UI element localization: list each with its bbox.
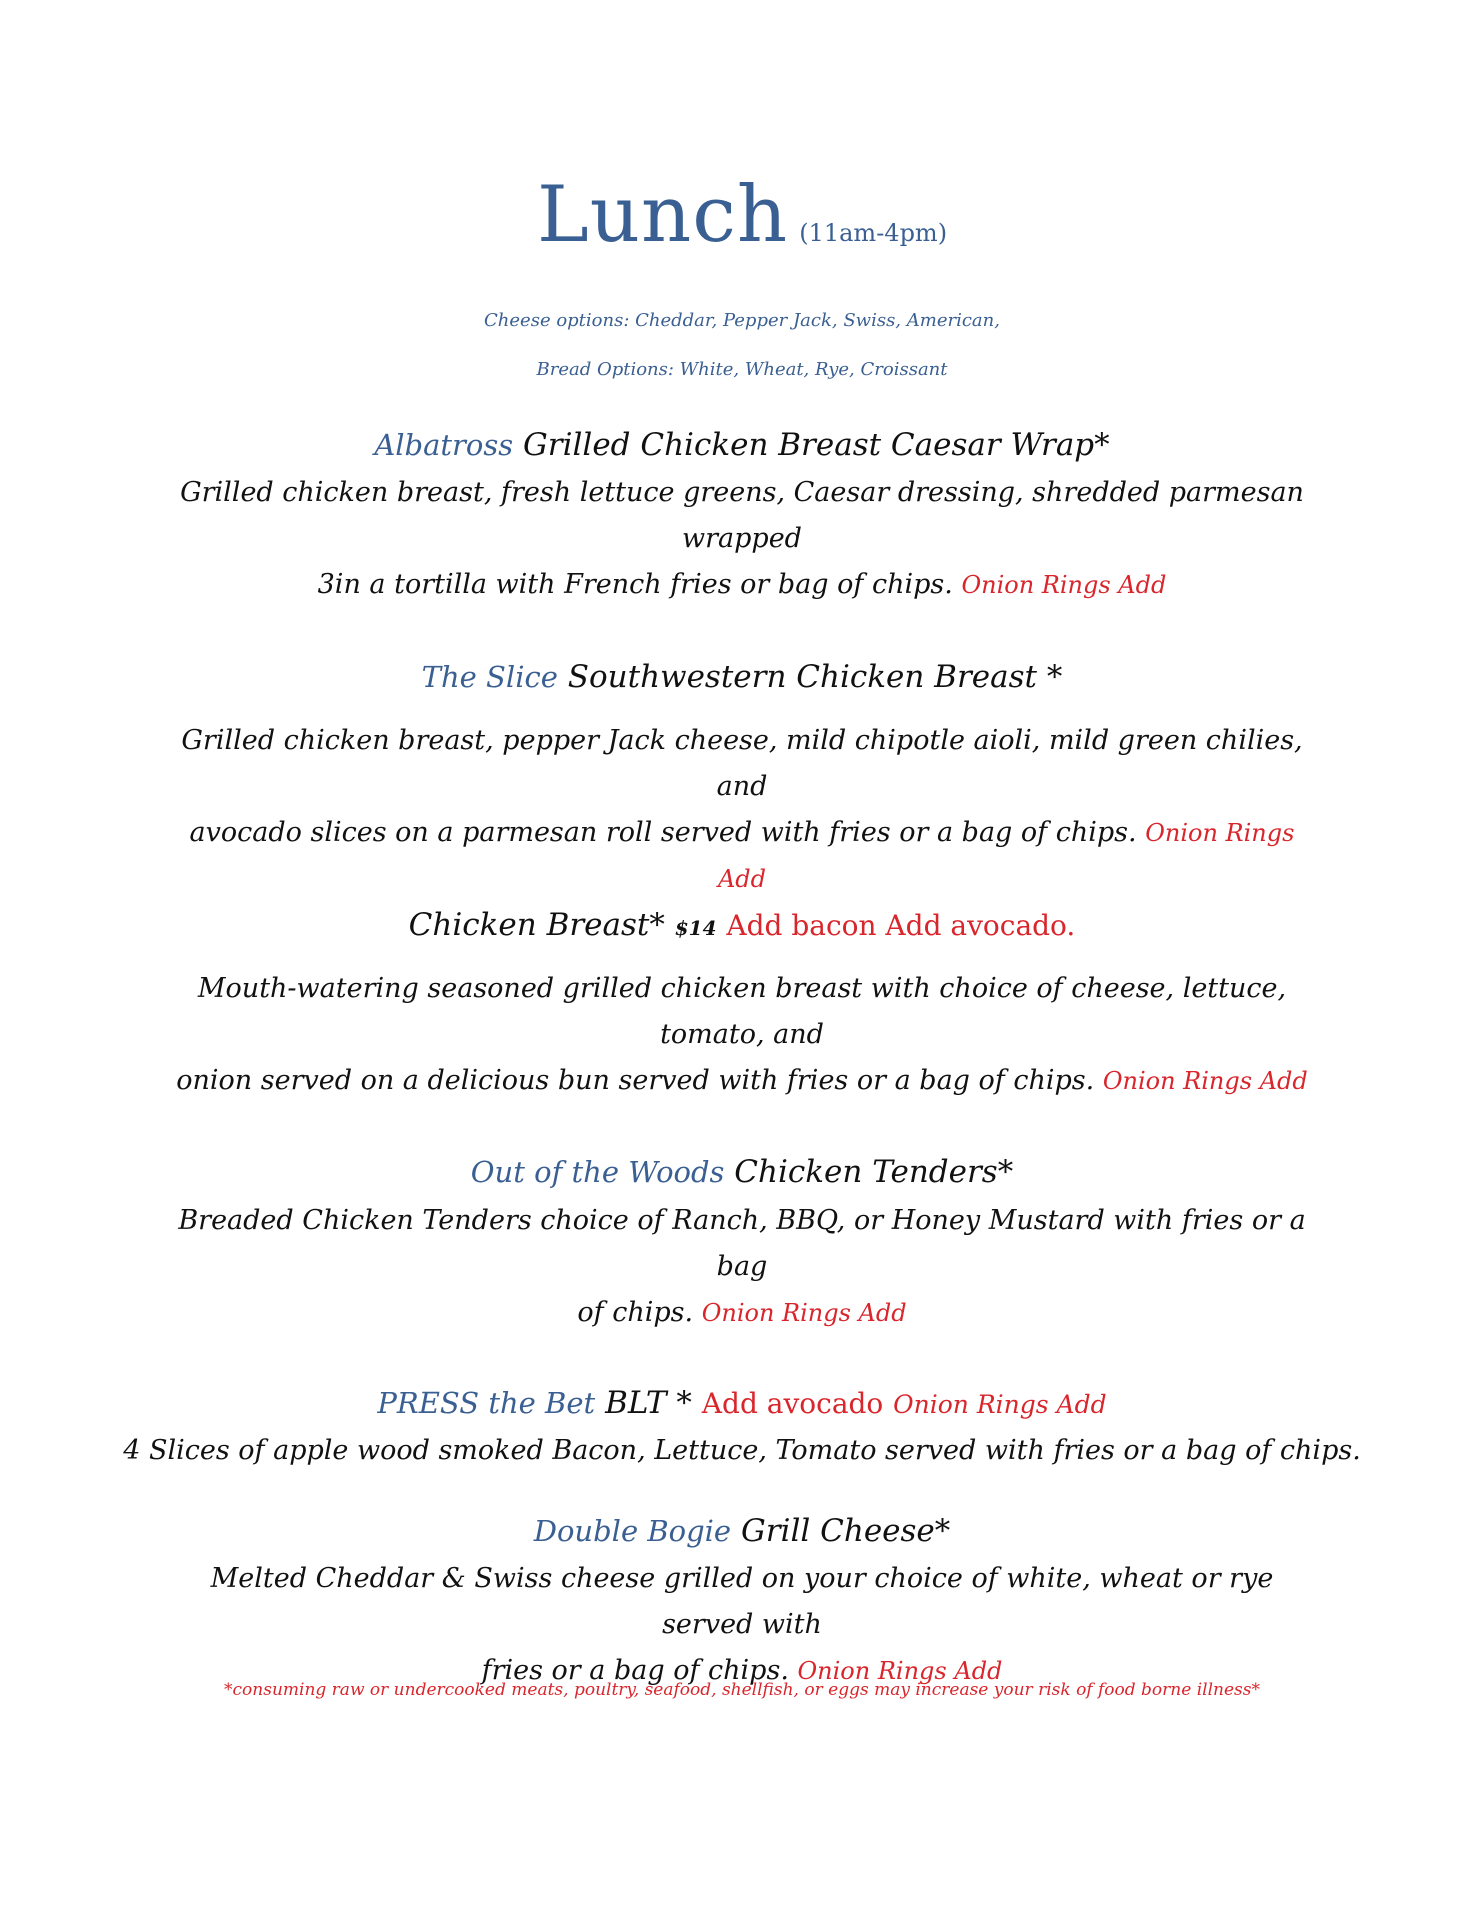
lunch-hours: (11am-4pm)	[799, 219, 948, 247]
item-desc-line: Mouth-watering seasoned grilled chicken breast with choice of cheese, lettuce, tomato, and	[197, 973, 1287, 1050]
item-name: Chicken Tenders*	[734, 1154, 1014, 1190]
item-brand: Albatross	[374, 428, 514, 462]
item-desc-line: Grilled chicken breast, pepper Jack cheese, mild chipotle aioli, mild green chilies, and	[181, 725, 1303, 802]
item-heading-southwestern	[0, 657, 1484, 697]
item-brand: Out of the Woods	[470, 1155, 725, 1189]
item-desc-line: avocado slices on a parmesan roll served with fries or a bag of chips.	[189, 817, 1137, 848]
menu-title	[0, 170, 1484, 260]
onion-rings-addon: Onion Rings Add	[797, 1657, 1003, 1685]
item-heading-caesar-wrap	[0, 425, 1484, 465]
onion-rings-addon: Onion Rings Add	[701, 1299, 907, 1327]
item-heading-chicken-tenders	[0, 1152, 1484, 1192]
item-heading-chicken-breast	[0, 905, 1484, 948]
item-name: Grill Cheese*	[740, 1513, 951, 1549]
item-description-grill-cheese	[170, 1556, 1314, 1694]
onion-rings-addon: Onion Rings Add	[961, 571, 1167, 599]
item-addons: Add bacon Add avocado.	[726, 909, 1076, 942]
item-description-southwestern	[170, 718, 1314, 902]
food-safety-disclaimer: *consuming raw or undercooked meats, poultry, seafood, shellfish, or eggs may increase your risk of food borne illness*	[224, 1680, 1260, 1700]
item-desc-line: Grilled chicken breast, fresh lettuce greens, Caesar dressing, shredded parmesan wrapped	[180, 477, 1304, 554]
item-desc-line: 3in a tortilla with French fries or bag of chips.	[317, 569, 953, 600]
item-desc-line: of chips.	[577, 1297, 694, 1328]
item-heading-blt	[0, 1383, 1484, 1425]
item-desc-line: Melted Cheddar & Swiss cheese grilled on your choice of white, wheat or rye served with	[210, 1563, 1274, 1640]
item-description-caesar-wrap	[170, 470, 1314, 608]
item-description-chicken-breast	[170, 966, 1314, 1104]
item-brand: PRESS the Bet	[377, 1386, 596, 1420]
onion-rings-addon: Onion Rings Add	[717, 819, 1295, 893]
item-name: BLT *	[605, 1385, 692, 1421]
item-desc-line: Breaded Chicken Tenders choice of Ranch, BBQ, or Honey Mustard with fries or a bag	[178, 1205, 1306, 1282]
page-title: Lunch	[536, 170, 789, 260]
item-brand: Double Bogie	[533, 1514, 732, 1548]
item-description-chicken-tenders	[170, 1198, 1314, 1336]
item-name: Grilled Chicken Breast Caesar Wrap*	[523, 427, 1110, 463]
onion-rings-addon: Onion Rings Add	[1102, 1067, 1308, 1095]
item-addons: Add avocado	[701, 1387, 884, 1420]
item-desc-line: onion served on a delicious bun served with fries or a bag of chips.	[176, 1065, 1095, 1096]
item-name: Southwestern Chicken Breast *	[567, 659, 1063, 695]
item-name: Chicken Breast*	[408, 907, 665, 943]
item-desc-line: fries or a bag of chips.	[481, 1655, 789, 1686]
onion-rings-addon: Onion Rings Add	[893, 1390, 1107, 1419]
item-description-blt	[120, 1428, 1364, 1474]
item-desc-line: 4 Slices of apple wood smoked Bacon, Lettuce, Tomato served with fries or a bag of chips.	[123, 1435, 1361, 1466]
item-heading-grill-cheese	[0, 1511, 1484, 1551]
cheese-options: Cheese options: Cheddar, Pepper Jack, Swiss, American,	[484, 310, 1000, 331]
bread-options: Bread Options: White, Wheat, Rye, Croissant	[536, 359, 948, 380]
item-price: $14	[674, 916, 717, 940]
item-brand: The Slice	[421, 660, 558, 694]
